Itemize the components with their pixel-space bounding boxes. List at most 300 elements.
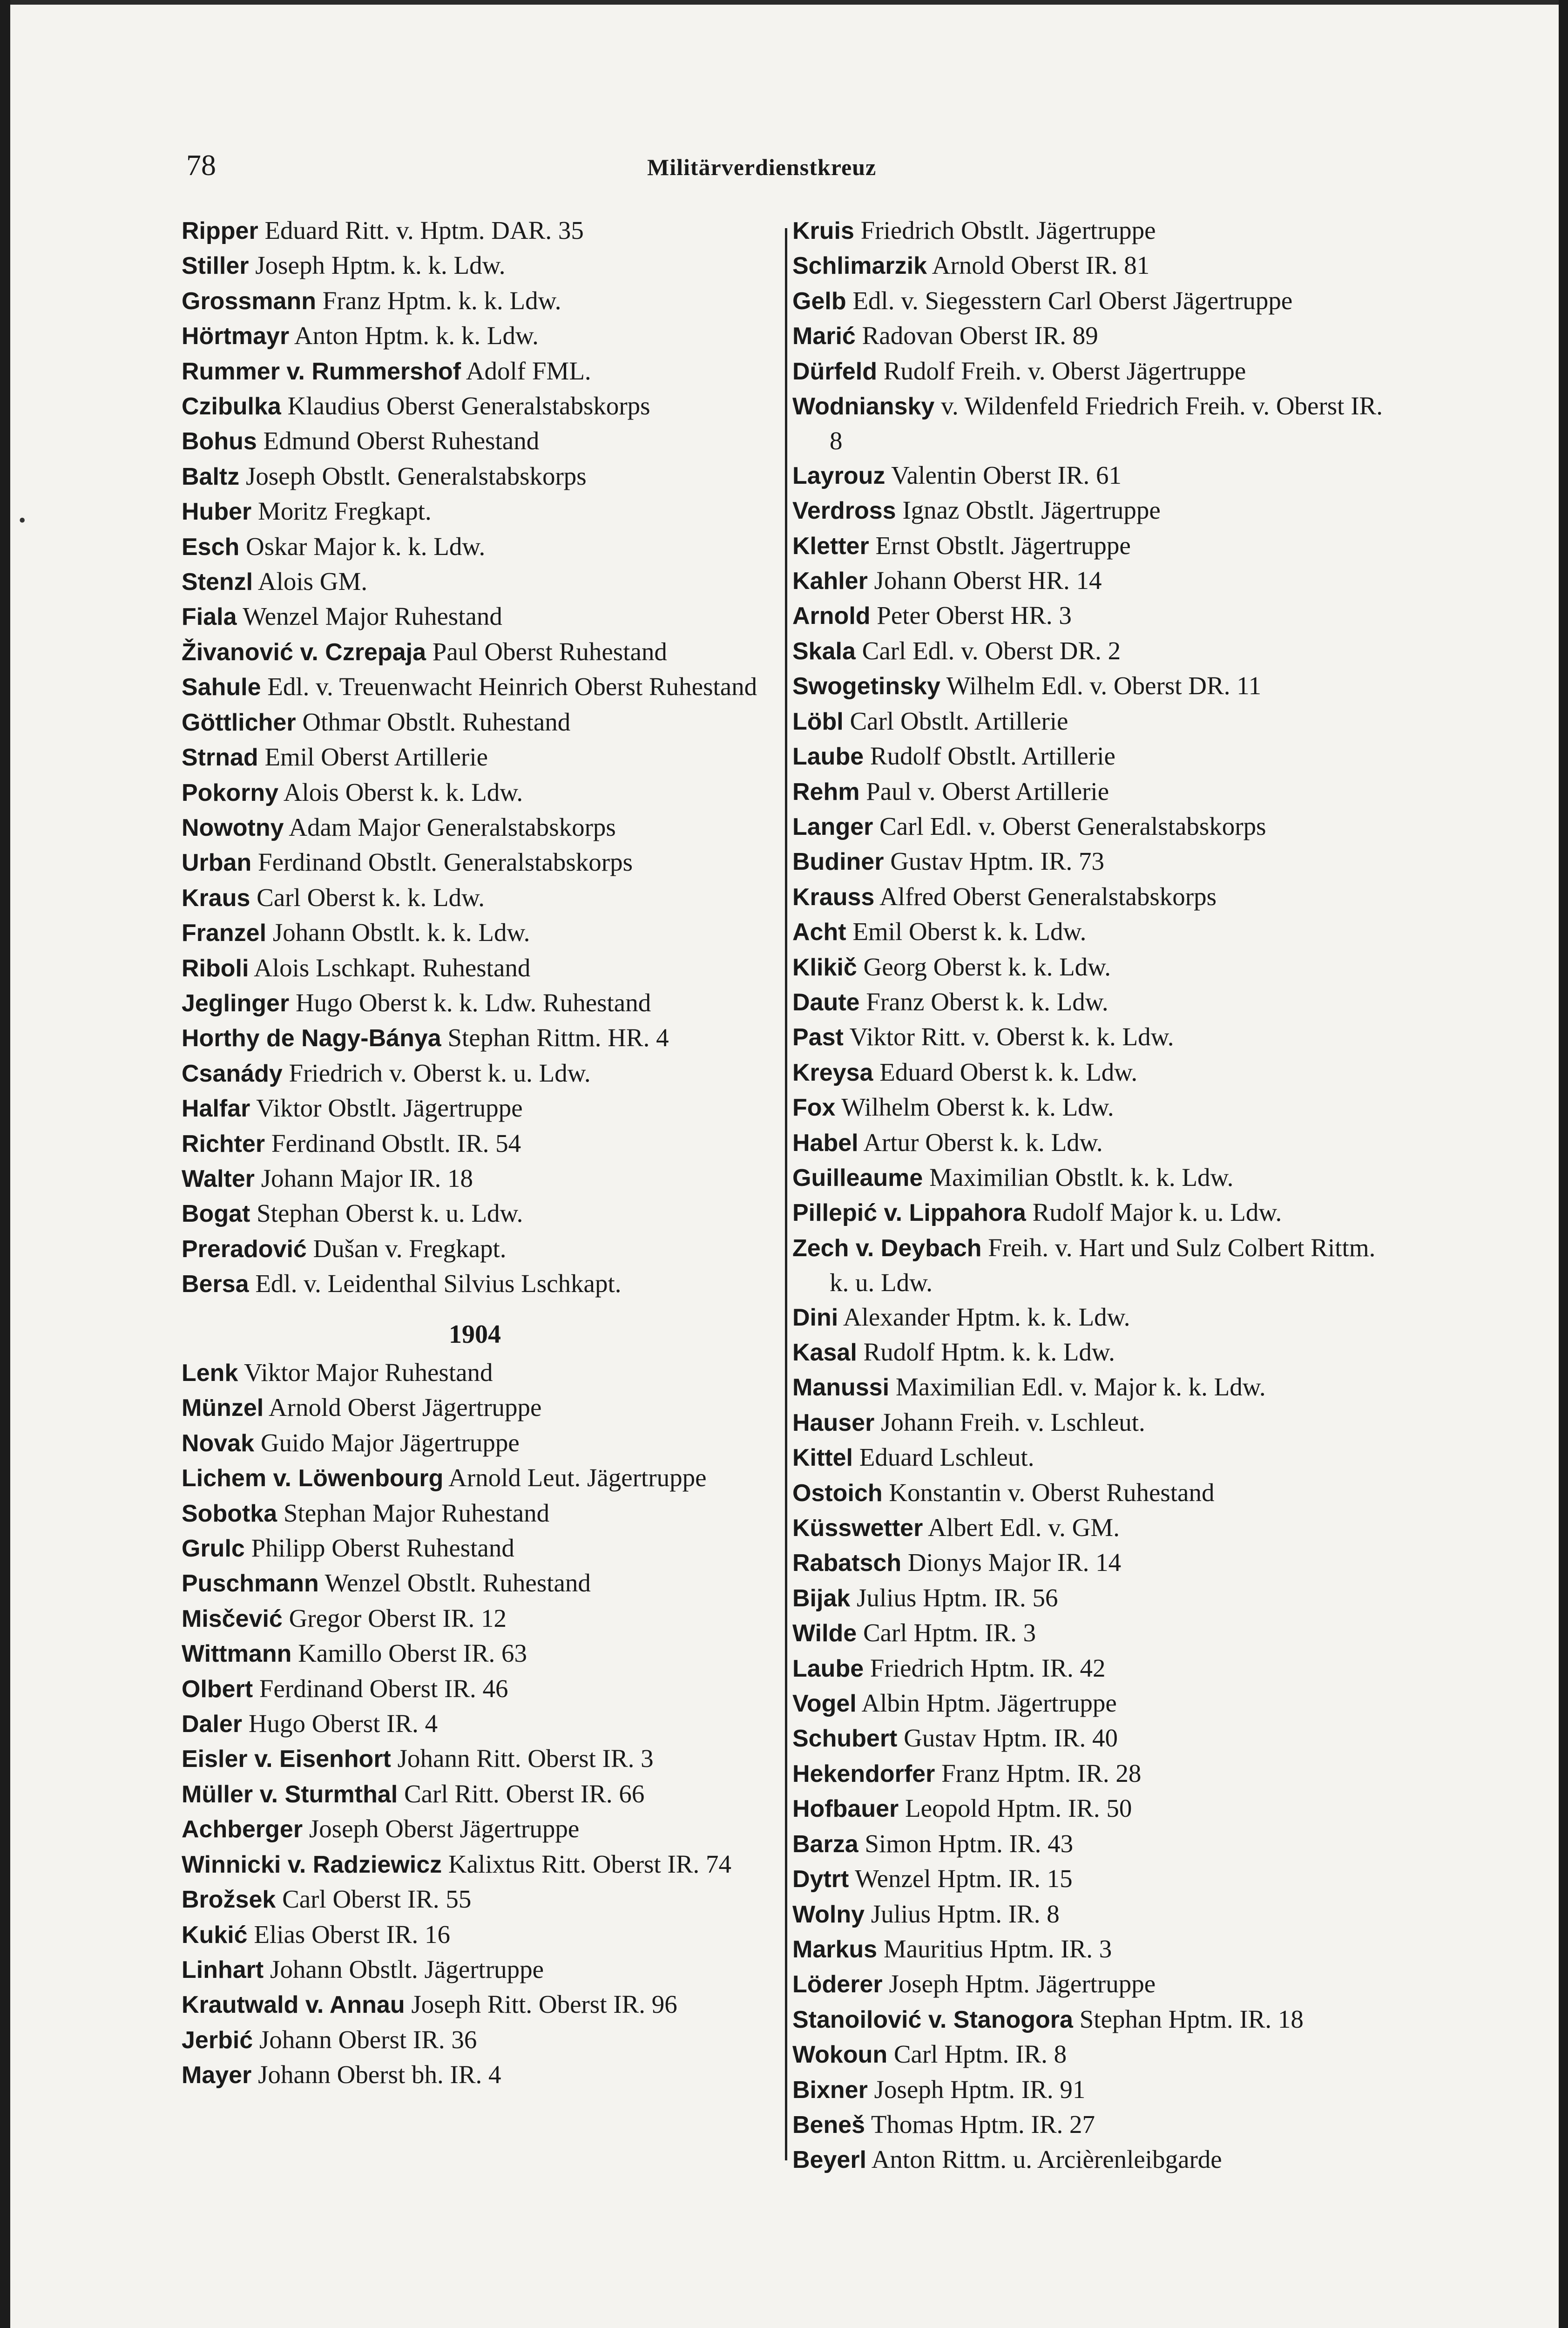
entry-details: Alfred Oberst Generalstabskorps	[874, 882, 1217, 911]
entry-surname: Gelb	[792, 287, 846, 315]
entry-details: Kalixtus Ritt. Oberst IR. 74	[442, 1849, 731, 1878]
entry-surname: Schubert	[792, 1725, 898, 1753]
entry-details: Freih. v. Hart und Sulz Colbert Rittm. k. u. Ldw.	[830, 1233, 1376, 1297]
list-entry	[182, 1672, 768, 1706]
list-entry	[792, 598, 1398, 633]
entry-surname: Acht	[792, 919, 846, 946]
entry-surname: Bohus	[182, 428, 257, 455]
entry-details: Julius Hptm. IR. 56	[850, 1583, 1058, 1612]
list-entry	[792, 774, 1398, 809]
list-entry	[182, 2023, 768, 2057]
list-entry	[792, 1791, 1398, 1826]
entry-surname: Grossmann	[182, 287, 316, 315]
entry-surname: Halfar	[182, 1095, 250, 1123]
entry-details: Ferdinand Obstlt. Generalstabskorps	[251, 848, 633, 877]
list-entry	[182, 951, 768, 986]
entry-details: Othmar Obstlt. Ruhestand	[296, 707, 571, 736]
list-entry	[792, 1510, 1398, 1545]
list-entry	[182, 705, 768, 740]
entry-surname: Lenk	[182, 1360, 238, 1387]
entry-surname: Budiner	[792, 848, 884, 876]
entry-details: Klaudius Oberst Generalstabskorps	[281, 392, 650, 420]
entry-surname: Pillepić v. Lippahora	[792, 1199, 1026, 1227]
entry-surname: Puschmann	[182, 1570, 319, 1597]
entry-details: Arnold Oberst Jägertruppe	[264, 1393, 542, 1422]
entry-surname: Fiala	[182, 603, 237, 631]
entry-surname: Winnicki v. Radziewicz	[182, 1851, 442, 1878]
list-entry	[792, 528, 1398, 563]
entry-details: Gregor Oberst IR. 12	[282, 1604, 507, 1632]
list-entry	[182, 494, 768, 529]
entry-details: Philipp Oberst Ruhestand	[244, 1534, 514, 1563]
list-entry	[792, 1125, 1398, 1160]
left-entries-before-1904	[182, 213, 768, 1302]
list-entry	[182, 1882, 768, 1917]
entry-surname: Stanoilović v. Stanogora	[792, 2006, 1073, 2033]
entry-surname: Müller v. Sturmthal	[182, 1780, 398, 1808]
entry-details: Rudolf Hptm. k. k. Ldw.	[857, 1338, 1115, 1366]
entry-surname: Richter	[182, 1130, 265, 1157]
list-entry	[182, 810, 768, 845]
entry-details: Rudolf Major k. u. Ldw.	[1026, 1198, 1282, 1227]
entry-details: Rudolf Obstlt. Artillerie	[864, 742, 1115, 771]
entry-surname: Krauss	[792, 883, 875, 911]
entry-details: Johann Oberst IR. 36	[253, 2025, 477, 2054]
entry-surname: Skala	[792, 637, 856, 665]
entry-details: Johann Oberst HR. 14	[867, 566, 1102, 595]
entry-surname: Achberger	[182, 1816, 303, 1843]
entry-surname: Ostoich	[792, 1479, 883, 1507]
list-entry	[182, 635, 768, 670]
entry-surname: Kreysa	[792, 1059, 873, 1086]
entry-details: Radovan Oberst IR. 89	[855, 321, 1098, 350]
running-head: Militärverdienstkreuz	[647, 154, 877, 180]
list-entry	[182, 1777, 768, 1812]
entry-details: Stephan Rittm. HR. 4	[441, 1023, 669, 1052]
entry-surname: Misčević	[182, 1605, 283, 1632]
margin-mark: •	[19, 509, 26, 532]
entry-surname: Habel	[792, 1129, 858, 1157]
entry-details: Moritz Fregkapt.	[251, 497, 432, 526]
entry-details: Carl Hptm. IR. 3	[857, 1618, 1036, 1647]
entry-details: Johann Ritt. Oberst IR. 3	[391, 1744, 654, 1773]
entry-details: Maximilian Edl. v. Major k. k. Ldw.	[889, 1373, 1266, 1401]
year-heading-1904: 1904	[449, 1320, 501, 1349]
entry-surname: Zech v. Deybach	[792, 1234, 982, 1262]
list-entry	[792, 493, 1398, 528]
entry-surname: Živanović v. Czrepaja	[182, 638, 426, 666]
entry-surname: Göttlicher	[182, 709, 296, 736]
list-entry	[182, 1232, 768, 1266]
entry-surname: Hörtmayr	[182, 323, 290, 350]
list-entry	[182, 670, 768, 704]
entry-surname: Mayer	[182, 2062, 252, 2089]
list-entry	[792, 1686, 1398, 1721]
entry-surname: Guilleaume	[792, 1164, 923, 1191]
list-entry	[182, 845, 768, 880]
entry-surname: Czibulka	[182, 393, 281, 420]
entry-details: Rudolf Freih. v. Oberst Jägertruppe	[877, 356, 1246, 385]
list-entry	[792, 1897, 1398, 1932]
entry-details: Albert Edl. v. GM.	[923, 1513, 1120, 1542]
list-entry	[182, 1496, 768, 1531]
list-entry	[182, 284, 768, 318]
entry-details: Artur Oberst k. k. Ldw.	[858, 1128, 1103, 1157]
list-entry	[792, 248, 1398, 283]
entry-details: Franz Hptm. IR. 28	[935, 1759, 1142, 1787]
entry-details: Edl. v. Leidenthal Silvius Lschkapt.	[249, 1269, 622, 1298]
list-entry	[182, 740, 768, 775]
list-entry	[792, 1545, 1398, 1580]
entry-surname: Stiller	[182, 252, 249, 280]
entry-details: Emil Oberst Artillerie	[258, 743, 488, 771]
list-entry	[792, 880, 1398, 914]
entry-details: Oskar Major k. k. Ldw.	[239, 532, 486, 561]
list-entry	[792, 458, 1398, 493]
list-entry	[182, 1636, 768, 1671]
entry-details: Edl. v. Treuenwacht Heinrich Oberst Ruhestand	[261, 672, 757, 701]
entry-surname: Wokoun	[792, 2041, 888, 2069]
list-entry	[792, 1300, 1398, 1335]
entry-details: Stephan Oberst k. u. Ldw.	[250, 1199, 523, 1228]
list-entry	[182, 213, 768, 248]
entry-details: Franz Hptm. k. k. Ldw.	[316, 286, 561, 315]
entry-surname: Laube	[792, 1655, 864, 1682]
entry-surname: Grulc	[182, 1535, 245, 1563]
list-entry	[182, 1021, 768, 1056]
list-entry	[792, 1370, 1398, 1405]
list-entry	[182, 389, 768, 424]
entry-details: Johann Oberst bh. IR. 4	[251, 2060, 501, 2089]
list-entry	[792, 1861, 1398, 1896]
entry-surname: Beneš	[792, 2111, 865, 2139]
list-entry	[792, 1405, 1398, 1440]
list-entry	[792, 1967, 1398, 2002]
entry-surname: Hekendorfer	[792, 1760, 935, 1787]
entry-details: Emil Oberst k. k. Ldw.	[846, 917, 1087, 946]
list-entry	[182, 1601, 768, 1636]
entry-details: Franz Oberst k. k. Ldw.	[859, 987, 1108, 1016]
entry-details: Stephan Major Ruhestand	[277, 1498, 550, 1527]
entry-details: Valentin Oberst IR. 61	[885, 460, 1122, 489]
list-entry	[792, 634, 1398, 669]
list-entry	[182, 564, 768, 599]
entry-details: Carl Obstlt. Artillerie	[843, 706, 1068, 735]
entry-surname: Daler	[182, 1711, 243, 1738]
entry-details: Friedrich Hptm. IR. 42	[864, 1653, 1106, 1682]
entry-details: Viktor Ritt. v. Oberst k. k. Ldw.	[843, 1022, 1174, 1051]
entry-details: Joseph Hptm. IR. 91	[867, 2075, 1086, 2104]
list-entry	[182, 1461, 768, 1496]
entry-surname: Strnad	[182, 744, 258, 771]
entry-surname: Verdross	[792, 497, 896, 525]
entry-surname: Manussi	[792, 1374, 890, 1401]
list-entry	[792, 563, 1398, 598]
entry-surname: Krautwald v. Annau	[182, 1991, 405, 2019]
entry-surname: Bijak	[792, 1584, 851, 1612]
entry-surname: Markus	[792, 1935, 878, 1963]
entry-details: Georg Oberst k. k. Ldw.	[857, 952, 1111, 981]
list-entry	[792, 1440, 1398, 1475]
entry-details: Hugo Oberst IR. 4	[242, 1709, 438, 1738]
entry-details: Ernst Obstlt. Jägertruppe	[869, 531, 1131, 560]
list-entry	[182, 986, 768, 1021]
entry-surname: Urban	[182, 849, 252, 877]
list-entry	[792, 284, 1398, 318]
list-entry	[182, 1812, 768, 1847]
entry-details: Wenzel Major Ruhestand	[237, 602, 502, 631]
entry-surname: Vogel	[792, 1690, 857, 1718]
list-entry	[792, 1932, 1398, 1967]
list-entry	[182, 1091, 768, 1126]
entry-details: Joseph Oberst Jägertruppe	[303, 1814, 580, 1843]
list-entry	[182, 529, 768, 564]
entry-details: Joseph Obstlt. Generalstabskorps	[239, 461, 587, 490]
entry-details: Julius Hptm. IR. 8	[865, 1899, 1060, 1928]
list-entry	[792, 985, 1398, 1020]
entry-details: Leopold Hptm. IR. 50	[899, 1794, 1132, 1823]
entry-details: Ferdinand Oberst IR. 46	[253, 1674, 508, 1703]
entry-details: Dušan v. Fregkapt.	[306, 1234, 507, 1263]
list-entry	[182, 1917, 768, 1952]
entry-details: Mauritius Hptm. IR. 3	[877, 1934, 1112, 1963]
entry-surname: Layrouz	[792, 462, 885, 489]
list-entry	[182, 459, 768, 494]
right-column	[792, 213, 1398, 2178]
entry-surname: Daute	[792, 988, 860, 1016]
entry-surname: Past	[792, 1024, 844, 1051]
list-entry	[182, 1161, 768, 1196]
entry-surname: Münzel	[182, 1394, 264, 1422]
list-entry	[182, 424, 768, 459]
entry-surname: Langer	[792, 813, 873, 840]
entry-surname: Riboli	[182, 954, 249, 982]
list-entry	[182, 1531, 768, 1566]
entry-details: Edmund Oberst Ruhestand	[257, 426, 540, 455]
list-entry	[792, 1721, 1398, 1756]
list-entry	[792, 1616, 1398, 1651]
entry-surname: Kraus	[182, 884, 250, 912]
entry-surname: Klikič	[792, 954, 857, 981]
entry-details: Konstantin v. Oberst Ruhestand	[882, 1478, 1215, 1507]
list-entry	[792, 1090, 1398, 1125]
entry-surname: Kukić	[182, 1921, 248, 1949]
entry-surname: Löbl	[792, 708, 844, 735]
list-entry	[792, 1335, 1398, 1370]
entry-surname: Bixner	[792, 2076, 868, 2104]
list-entry	[792, 1651, 1398, 1686]
entry-surname: Dürfeld	[792, 358, 877, 385]
entry-surname: Beyerl	[792, 2146, 866, 2174]
entry-surname: Kittel	[792, 1444, 853, 1472]
entry-surname: Jerbić	[182, 2026, 253, 2054]
entry-surname: Löderer	[792, 1971, 883, 1998]
entry-details: Carl Hptm. IR. 8	[887, 2040, 1067, 2069]
list-entry	[792, 1020, 1398, 1055]
entry-details: Arnold Oberst IR. 81	[927, 251, 1150, 280]
list-entry	[792, 2072, 1398, 2107]
list-entry	[182, 1426, 768, 1461]
scan-edge-top	[0, 0, 1568, 5]
list-entry	[792, 1756, 1398, 1791]
entry-details: Adam Major Generalstabskorps	[284, 812, 616, 841]
entry-details: Wenzel Obstlt. Ruhestand	[318, 1569, 591, 1597]
entry-surname: Arnold	[792, 602, 871, 630]
entry-details: Joseph Ritt. Oberst IR. 96	[405, 1990, 677, 2019]
entry-surname: Marić	[792, 323, 856, 350]
entry-details: Johann Obstlt. k. k. Ldw.	[266, 918, 530, 947]
entry-surname: Linhart	[182, 1956, 264, 1983]
entry-details: Peter Oberst HR. 3	[870, 601, 1072, 630]
entry-details: Johann Freih. v. Lschleut.	[874, 1408, 1145, 1436]
right-entries	[792, 213, 1398, 2178]
entry-details: Carl Oberst IR. 55	[276, 1885, 472, 1914]
list-entry	[792, 914, 1398, 949]
list-entry	[792, 950, 1398, 985]
list-entry	[792, 809, 1398, 844]
entry-surname: Sahule	[182, 674, 261, 701]
entry-details: Anton Hptm. k. k. Ldw.	[289, 321, 539, 350]
entry-surname: Jeglinger	[182, 989, 290, 1017]
list-entry	[792, 2142, 1398, 2177]
entry-surname: Bersa	[182, 1271, 249, 1298]
entry-surname: Brožsek	[182, 1886, 276, 1914]
entry-details: Joseph Hptm. Jägertruppe	[882, 1969, 1156, 1998]
entry-details: Anton Rittm. u. Arcièrenleibgarde	[866, 2145, 1222, 2174]
entry-details: Alois Oberst k. k. Ldw.	[278, 778, 523, 806]
entry-surname: Nowotny	[182, 814, 284, 841]
entry-details: Friedrich Obstlt. Jägertruppe	[854, 216, 1156, 244]
entry-surname: Huber	[182, 498, 252, 526]
entry-surname: Bogat	[182, 1200, 250, 1228]
entry-surname: Baltz	[182, 463, 240, 490]
list-entry	[182, 354, 768, 389]
entry-surname: Dini	[792, 1304, 838, 1331]
list-entry	[182, 1847, 768, 1882]
entry-surname: Hofbauer	[792, 1795, 899, 1823]
scan-edge-right	[1559, 0, 1568, 2328]
list-entry	[182, 1126, 768, 1161]
entry-details: Paul v. Oberst Artillerie	[859, 777, 1109, 805]
entry-details: Gustav Hptm. IR. 73	[884, 847, 1105, 876]
entry-details: Wenzel Hptm. IR. 15	[849, 1864, 1073, 1893]
entry-surname: Stenzl	[182, 568, 253, 596]
list-entry	[792, 844, 1398, 879]
entry-details: Wilhelm Edl. v. Oberst DR. 11	[940, 671, 1262, 700]
entry-surname: Kasal	[792, 1339, 857, 1366]
scan-edge-left	[0, 0, 10, 2328]
entry-surname: Rummer v. Rummershof	[182, 358, 461, 385]
entry-details: Carl Oberst k. k. Ldw.	[250, 883, 485, 912]
entry-surname: Franzel	[182, 920, 267, 947]
entry-surname: Preradović	[182, 1235, 307, 1263]
entry-details: Carl Edl. v. Oberst DR. 2	[855, 636, 1121, 665]
entry-surname: Wolny	[792, 1901, 865, 1928]
entry-details: Kamillo Oberst IR. 63	[291, 1639, 527, 1668]
list-entry	[182, 2057, 768, 2092]
entry-details: Maximilian Obstlt. k. k. Ldw.	[923, 1163, 1234, 1191]
entry-surname: Rabatsch	[792, 1550, 902, 1577]
entry-details: Albin Hptm. Jägertruppe	[856, 1689, 1117, 1718]
entry-surname: Novak	[182, 1429, 255, 1457]
entry-details: Alois GM.	[253, 567, 368, 596]
list-entry	[792, 669, 1398, 704]
entry-details: Joseph Hptm. k. k. Ldw.	[249, 251, 506, 280]
entry-details: Friedrich v. Oberst k. u. Ldw.	[282, 1058, 591, 1087]
entry-surname: Swogetinsky	[792, 673, 940, 700]
entry-details: Viktor Major Ruhestand	[238, 1358, 493, 1387]
entry-surname: Rehm	[792, 778, 860, 805]
list-entry	[792, 1160, 1398, 1195]
list-entry	[182, 915, 768, 950]
entry-surname: Walter	[182, 1165, 255, 1192]
list-entry	[792, 1231, 1398, 1300]
entry-surname: Lichem v. Löwenbourg	[182, 1465, 444, 1492]
list-entry	[182, 1266, 768, 1301]
entry-surname: Wilde	[792, 1620, 857, 1647]
entry-details: Ferdinand Obstlt. IR. 54	[265, 1129, 521, 1157]
entry-surname: Küsswetter	[792, 1515, 923, 1542]
entry-surname: Barza	[792, 1830, 858, 1858]
entry-details: Eduard Oberst k. k. Ldw.	[873, 1057, 1138, 1086]
entry-surname: Schlimarzik	[792, 252, 927, 280]
entry-details: v. Wildenfeld Friedrich Freih. v. Oberst IR. 8	[830, 392, 1383, 455]
entry-details: Stephan Hptm. IR. 18	[1073, 2004, 1304, 2033]
list-entry	[182, 1056, 768, 1091]
entry-surname: Pokorny	[182, 779, 279, 806]
entry-surname: Horthy de Nagy-Bánya	[182, 1025, 441, 1052]
list-entry	[792, 1055, 1398, 1090]
list-entry	[792, 318, 1398, 353]
page-number: 78	[186, 149, 216, 182]
entry-surname: Kahler	[792, 568, 868, 595]
entry-details: Alexander Hptm. k. k. Ldw.	[838, 1302, 1130, 1331]
list-entry	[182, 1952, 768, 1987]
list-entry	[182, 1987, 768, 2022]
list-entry	[182, 1566, 768, 1601]
list-entry	[792, 354, 1398, 389]
entry-surname: Laube	[792, 743, 864, 771]
entry-surname: Kruis	[792, 217, 854, 244]
entry-surname: Esch	[182, 533, 240, 561]
entry-surname: Eisler v. Eisenhort	[182, 1746, 391, 1773]
list-entry	[792, 213, 1398, 248]
column-rule	[785, 228, 787, 2160]
entry-details: Carl Ritt. Oberst IR. 66	[398, 1779, 645, 1808]
entry-details: Alois Lschkapt. Ruhestand	[249, 953, 531, 982]
list-entry	[182, 1355, 768, 1390]
entry-surname: Dytrt	[792, 1866, 849, 1893]
entry-details: Simon Hptm. IR. 43	[858, 1829, 1074, 1858]
entry-details: Elias Oberst IR. 16	[247, 1920, 450, 1949]
list-entry	[792, 1581, 1398, 1616]
entry-details: Hugo Oberst k. k. Ldw. Ruhestand	[289, 988, 651, 1017]
list-entry	[792, 2002, 1398, 2037]
list-entry	[792, 1475, 1398, 1510]
entry-details: Carl Edl. v. Oberst Generalstabskorps	[873, 812, 1266, 840]
entry-details: Adolf FML.	[461, 356, 591, 385]
entry-surname: Fox	[792, 1094, 836, 1122]
entry-surname: Olbert	[182, 1675, 253, 1703]
list-entry	[792, 739, 1398, 774]
list-entry	[182, 1196, 768, 1231]
list-entry	[792, 704, 1398, 739]
left-entries-1904	[182, 1355, 768, 2093]
list-entry	[182, 1741, 768, 1776]
entry-details: Wilhelm Oberst k. k. Ldw.	[835, 1093, 1114, 1122]
entry-details: Gustav Hptm. IR. 40	[897, 1724, 1118, 1753]
entry-surname: Hauser	[792, 1409, 875, 1436]
